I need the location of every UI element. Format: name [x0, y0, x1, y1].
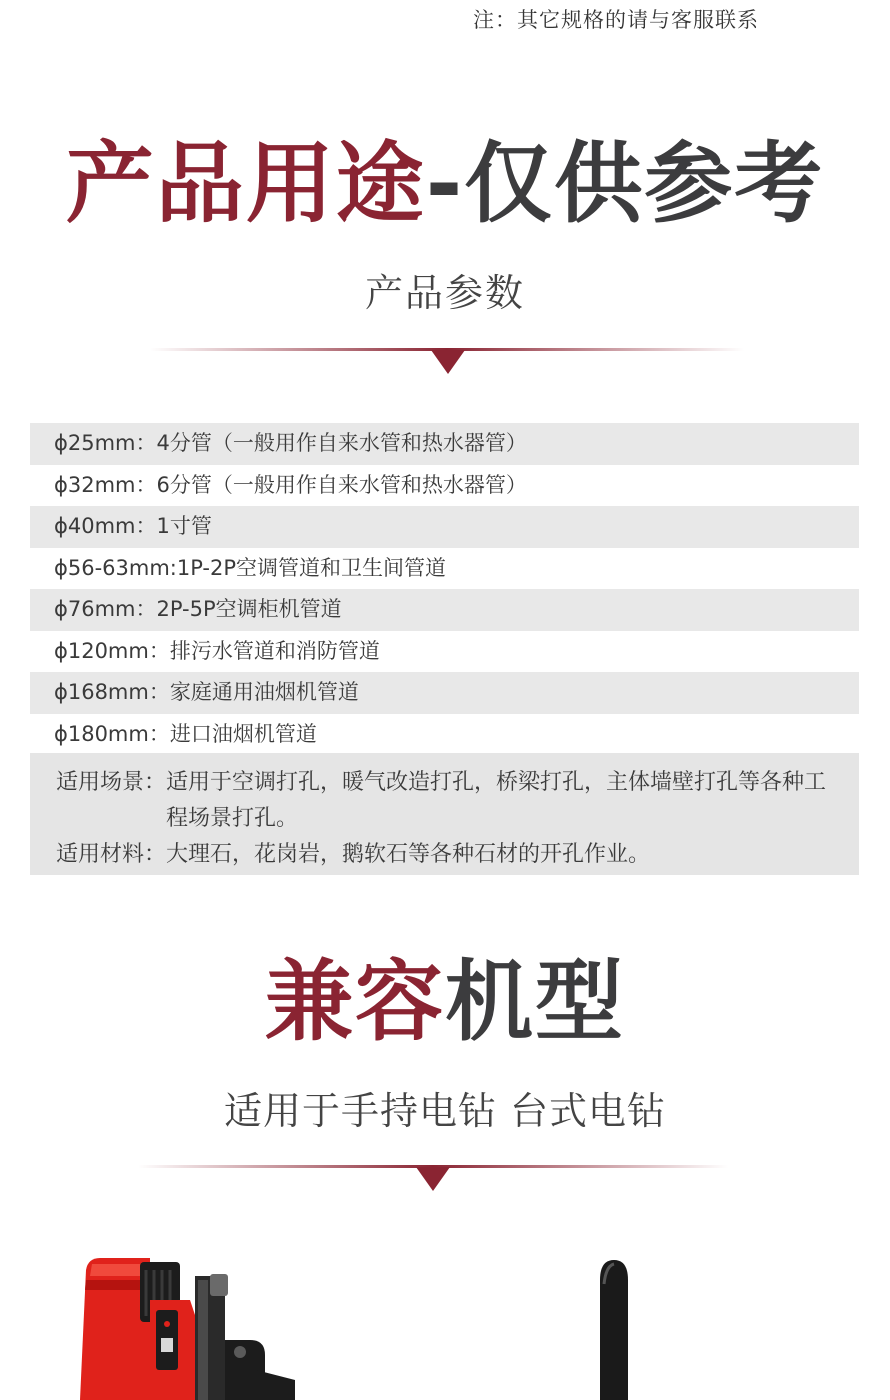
spec-table: [30, 423, 859, 755]
section-title-compat-red: 兼容: [264, 950, 445, 1053]
spec-row: ɸ32mm：6分管（一般用作自来水管和热水器管）: [54, 472, 527, 497]
section-subtitle-compat: 适用于手持电钻 台式电钻: [223, 1089, 667, 1133]
spec-row: ɸ56-63mm:1P-2P空调管道和卫生间管道: [54, 555, 447, 580]
scene-label: 适用场景：: [56, 770, 167, 795]
usage-info-block: [30, 753, 859, 875]
section-subtitle-params: 产品参数: [364, 271, 525, 315]
core-drill-image: [80, 1258, 295, 1400]
section-title-usage-red: 产品用途: [65, 132, 426, 235]
product-images: [0, 1240, 890, 1400]
spec-row: ɸ168mm：家庭通用油烟机管道: [30, 672, 859, 714]
material-text: 大理石，花岗岩，鹅软石等各种石材的开孔作业。: [166, 842, 651, 867]
product-image-area: [0, 1240, 890, 1400]
section-title-compat: [0, 950, 890, 1053]
divider-triangle-icon: [416, 1167, 450, 1191]
note-text: 注：其它规格的请与客服联系: [473, 8, 759, 32]
divider-triangle-icon: [431, 350, 465, 374]
section-title-usage-dark: -仅供参考: [425, 132, 825, 235]
scene-text: 适用于空调打孔，暖气改造打孔，桥梁打孔，主体墙壁打孔等各种工程场景打孔。: [166, 770, 827, 831]
spec-row: ɸ76mm：2P-5P空调柜机管道: [30, 589, 859, 631]
material-line: [56, 837, 839, 873]
spec-row: ɸ40mm：1寸管: [30, 506, 859, 548]
material-label: 适用材料：: [56, 842, 167, 867]
section-title-usage: [0, 132, 890, 235]
spec-row: ɸ120mm：排污水管道和消防管道: [54, 638, 380, 663]
handle-image: [600, 1260, 628, 1400]
scene-line: [56, 765, 839, 837]
spec-row: ɸ25mm：4分管（一般用作自来水管和热水器管）: [30, 423, 859, 465]
spec-row: ɸ180mm：进口油烟机管道: [54, 721, 317, 746]
section-title-compat-dark: 机型: [445, 950, 626, 1053]
